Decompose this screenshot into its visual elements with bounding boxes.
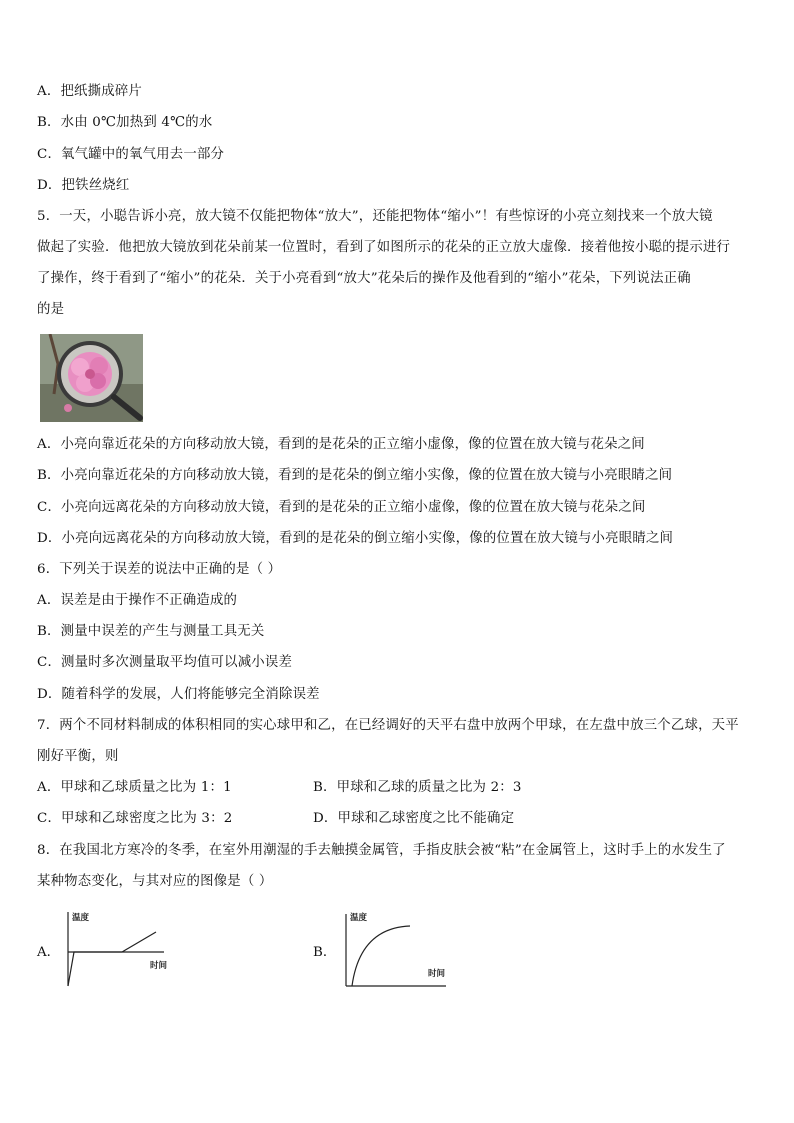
q5-stem-line1: 5．一天，小聪告诉小亮，放大镜不仅能把物体“放大”，还能把物体“缩小”！有些惊讶的小亮立刻找来一个放大镜 <box>37 209 713 224</box>
q8-option-b-label: B． <box>313 945 337 960</box>
q5-option-d: D．小亮向远离花朵的方向移动放大镜，看到的是花朵的倒立缩小实像，像的位置在放大镜与小亮眼睛之间 <box>37 531 674 546</box>
q7-option-c: C．甲球和乙球密度之比为 3：2 <box>37 811 233 826</box>
q8-stem-line2: 某种物态变化，与其对应的图像是（ ） <box>37 874 273 889</box>
graph-a-ylabel: 温度 <box>72 913 90 923</box>
q5-stem-line2: 做起了实验．他把放大镜放到花朵前某一位置时，看到了如图所示的花朵的正立放大虚像．接着他按小聪的提示进行 <box>37 240 731 255</box>
q5-stem-line4: 的是 <box>37 302 65 317</box>
magnifier-flower-illustration <box>40 334 143 422</box>
magnifier-flower-photo <box>40 334 143 422</box>
graph-a-curve <box>68 932 156 986</box>
q6-option-d: D．随着科学的发展，人们将能够完全消除误差 <box>37 687 320 702</box>
q7-stem-line2: 刚好平衡，则 <box>37 749 119 764</box>
q4-option-c: C．氧气罐中的氧气用去一部分 <box>37 147 225 162</box>
q6-stem: 6．下列关于误差的说法中正确的是（ ） <box>37 562 282 577</box>
q4-option-b: B．水由 0℃加热到 4℃的水 <box>37 115 213 130</box>
graph-b-xlabel: 时间 <box>428 969 446 979</box>
graph-a-xlabel: 时间 <box>150 961 168 971</box>
q7-stem-line1: 7．两个不同材料制成的体积相同的实心球甲和乙，在已经调好的天平右盘中放两个甲球，在左盘中放三个乙球，天平 <box>37 718 739 733</box>
q7-option-a: A．甲球和乙球质量之比为 1：1 <box>37 780 232 795</box>
q7-option-b: B．甲球和乙球的质量之比为 2：3 <box>313 780 522 795</box>
q8-stem-line1: 8．在我国北方寒冷的冬季，在室外用潮湿的手去触摸金属管，手指皮肤会被“粘”在金属管上，这时手上的水发生了 <box>37 843 726 858</box>
q6-option-c: C．测量时多次测量取平均值可以减小误差 <box>37 655 293 670</box>
q8-option-a-label: A． <box>37 945 61 960</box>
q8-graph-b <box>336 906 466 992</box>
q7-option-d: D．甲球和乙球密度之比不能确定 <box>313 811 515 826</box>
q4-option-d: D．把铁丝烧红 <box>37 178 130 193</box>
q8-graph-a <box>60 906 190 992</box>
q5-stem-line3: 了操作，终于看到了“缩小”的花朵．关于小亮看到“放大”花朵后的操作及他看到的“缩小”花朵，下列说法正确 <box>37 271 691 286</box>
q5-option-c: C．小亮向远离花朵的方向移动放大镜，看到的是花朵的正立缩小虚像，像的位置在放大镜与花朵之间 <box>37 500 646 515</box>
q5-option-a: A．小亮向靠近花朵的方向移动放大镜，看到的是花朵的正立缩小虚像，像的位置在放大镜与花朵之间 <box>37 437 645 452</box>
graph-b-ylabel: 温度 <box>350 913 368 923</box>
q6-option-b: B．测量中误差的产生与测量工具无关 <box>37 624 265 639</box>
q5-option-b: B．小亮向靠近花朵的方向移动放大镜，看到的是花朵的倒立缩小实像，像的位置在放大镜与小亮眼睛之间 <box>37 468 673 483</box>
q6-option-a: A．误差是由于操作不正确造成的 <box>37 593 238 608</box>
graph-b-curve <box>352 926 410 986</box>
q4-option-a: A．把纸撕成碎片 <box>37 84 143 99</box>
